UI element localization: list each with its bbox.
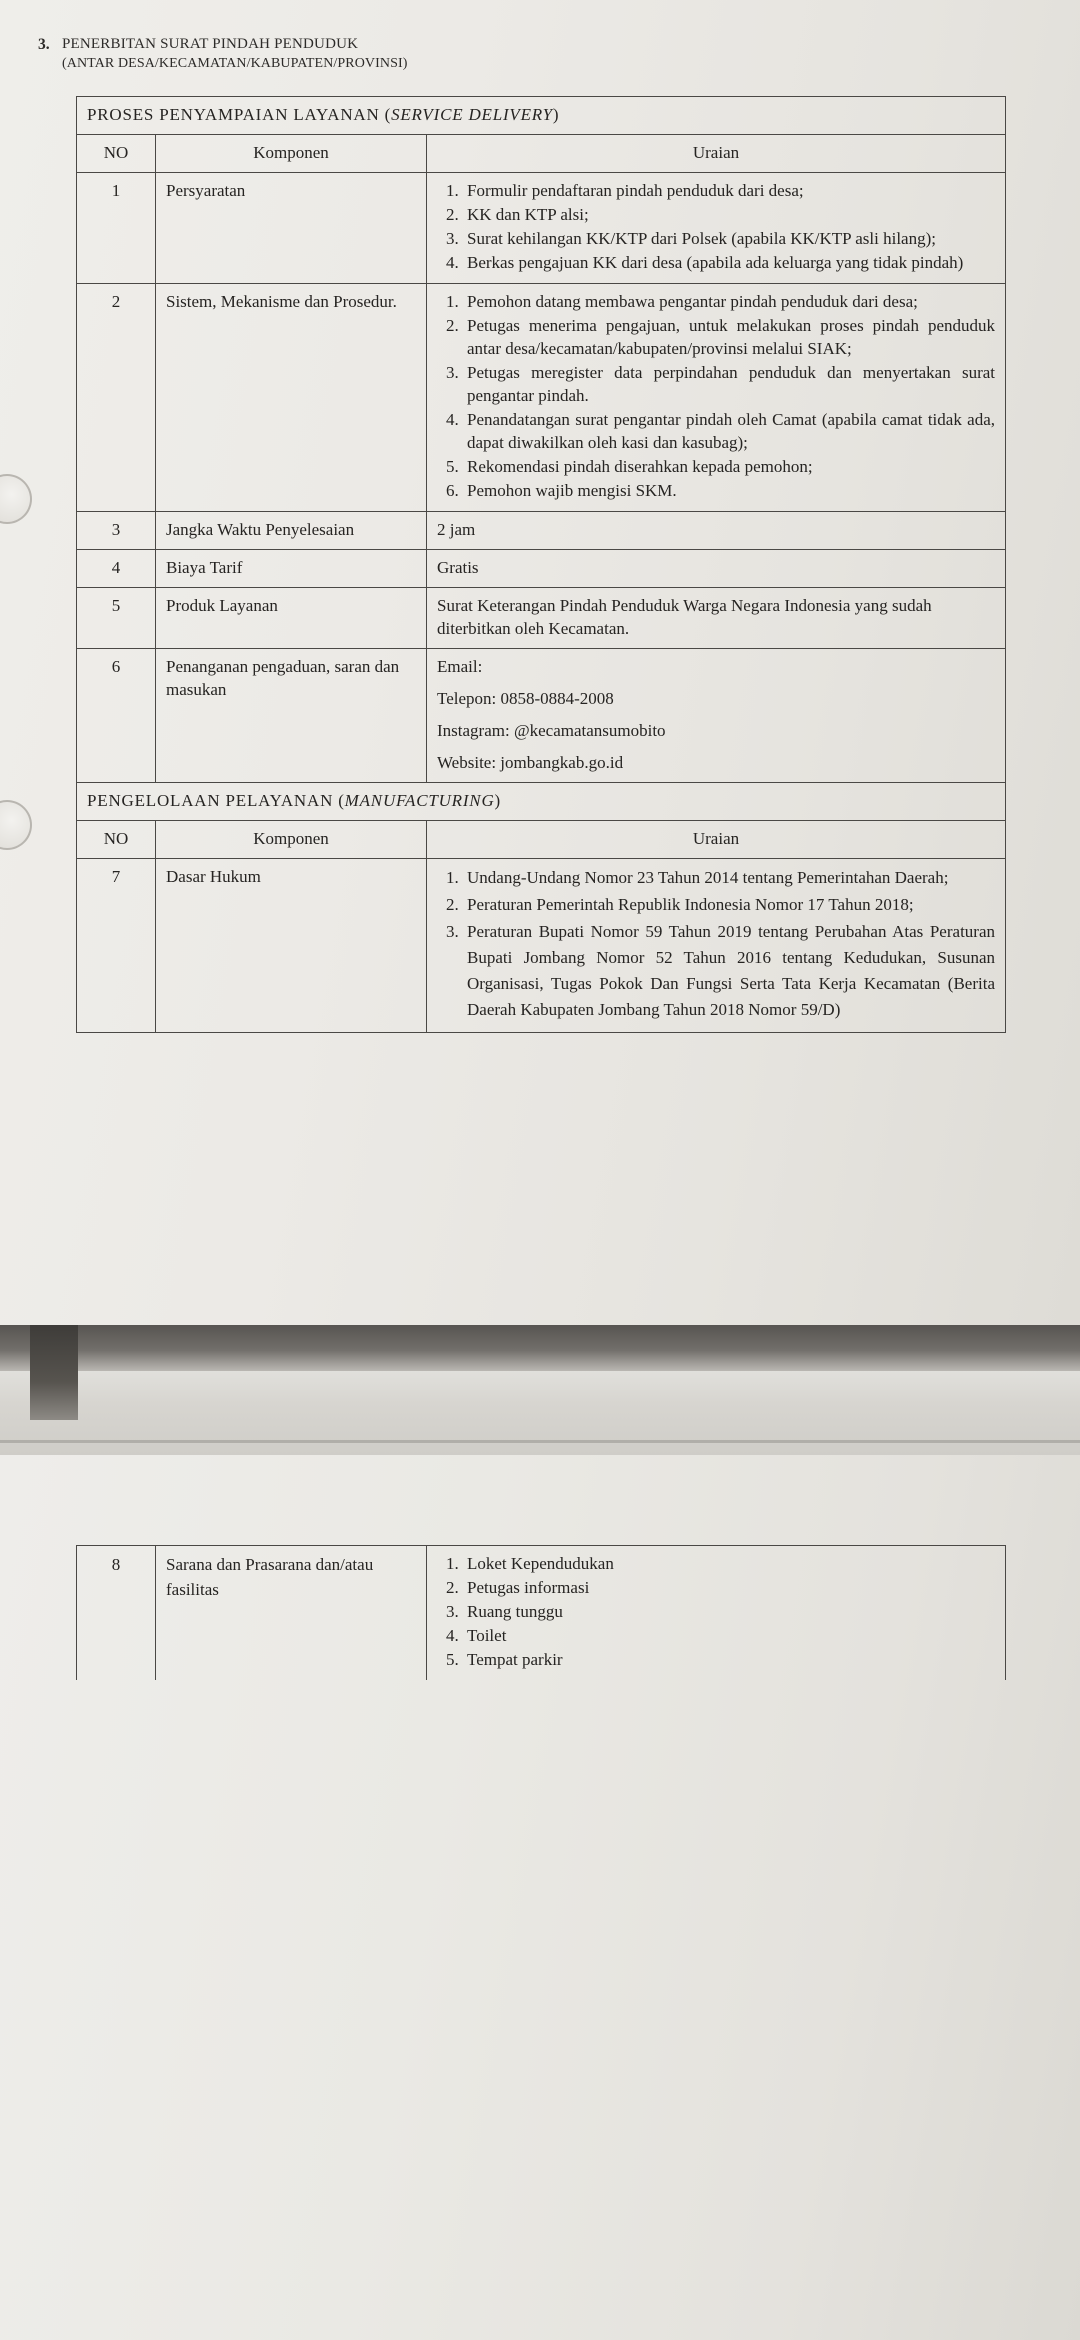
row-uraian <box>427 859 1006 1033</box>
table-row <box>77 173 1006 284</box>
row-uraian <box>427 649 1006 783</box>
band-italic: MANUFACTURING <box>344 791 495 810</box>
list-item: 4. Berkas pengajuan KK dari desa (apabila ada keluarga yang tidak pindah) <box>463 251 995 274</box>
list-item: 4. Penandatangan surat pengantar pindah oleh Camat (apabila camat tidak ada, dapat diwakilkan oleh kasi dan kasubag); <box>463 408 995 454</box>
list-item: 1. Undang-Undang Nomor 23 Tahun 2014 tentang Pemerintahan Daerah; <box>463 865 995 891</box>
row-komponen: Sistem, Mekanisme dan Prosedur. <box>156 284 427 512</box>
page-gap-divider <box>0 1440 1080 1443</box>
column-header-uraian: Uraian <box>427 135 1006 173</box>
row-uraian <box>427 284 1006 512</box>
row-komponen <box>156 1546 427 1681</box>
contact-instagram: Instagram: @kecamatansumobito <box>437 721 666 740</box>
band-text: PENGELOLAAN PELAYANAN ( <box>87 791 345 810</box>
contact-email: Email: <box>437 657 483 676</box>
list-item: 1. Formulir pendaftaran pindah penduduk dari desa; <box>463 179 995 202</box>
row-komponen: Jangka Waktu Penyelesaian <box>156 512 427 550</box>
page-title <box>38 34 738 74</box>
band-italic: SERVICE DELIVERY <box>391 105 553 124</box>
list-item: 6. Pemohon wajib mengisi SKM. <box>463 479 995 502</box>
column-header-uraian: Uraian <box>427 821 1006 859</box>
table-row <box>77 859 1006 1033</box>
row-uraian: 2 jam <box>427 512 1006 550</box>
table-row <box>77 1546 1006 1681</box>
column-header-komponen: Komponen <box>156 135 427 173</box>
list-item: 2. Peraturan Pemerintah Republik Indonesia Nomor 17 Tahun 2018; <box>463 892 995 918</box>
table-row <box>77 649 1006 783</box>
page-gap-strip <box>30 1325 78 1420</box>
row-no: 1 <box>77 173 156 284</box>
row-komponen: Persyaratan <box>156 173 427 284</box>
row-komponen: Penanganan pengaduan, saran dan masukan <box>156 649 427 783</box>
section-band-manufacturing <box>77 783 1006 821</box>
list-item: 2. KK dan KTP alsi; <box>463 203 995 226</box>
service-standard-table <box>76 96 1006 1033</box>
row-no: 2 <box>77 284 156 512</box>
list-item: 4. Toilet <box>463 1624 995 1647</box>
row-komponen: Produk Layanan <box>156 588 427 649</box>
contact-website: Website: jombangkab.go.id <box>437 753 624 772</box>
row-uraian: Gratis <box>427 550 1006 588</box>
contact-phone: Telepon: 0858-0884-2008 <box>437 689 614 708</box>
row-no: 4 <box>77 550 156 588</box>
row-uraian: Surat Keterangan Pindah Penduduk Warga Negara Indonesia yang sudah diterbitkan oleh Kecamatan. <box>427 588 1006 649</box>
table-row <box>77 588 1006 649</box>
section-title-line2: (ANTAR DESA/KECAMATAN/KABUPATEN/PROVINSI) <box>62 56 408 71</box>
page-gap-shadow <box>0 1325 1080 1371</box>
table-header-row <box>77 821 1006 859</box>
table-row <box>77 284 1006 512</box>
column-header-no: NO <box>77 135 156 173</box>
list-item: 3. Ruang tunggu <box>463 1600 995 1623</box>
list-item: 2. Petugas menerima pengajuan, untuk melakukan proses pindah penduduk antar desa/kecamatan/kabupaten/provinsi melalui SIAK; <box>463 314 995 360</box>
row-uraian <box>427 173 1006 284</box>
list-item: 1. Loket Kependudukan <box>463 1552 995 1575</box>
list-item: 3. Surat kehilangan KK/KTP dari Polsek (apabila KK/KTP asli hilang); <box>463 227 995 250</box>
list-item: 5. Rekomendasi pindah diserahkan kepada pemohon; <box>463 455 995 478</box>
row-komponen: Biaya Tarif <box>156 550 427 588</box>
list-item: 3. Peraturan Bupati Nomor 59 Tahun 2019 tentang Perubahan Atas Peraturan Bupati Jombang Nomor 52 Tahun 2016 tentang Kedudukan, Susunan Organisasi, Tugas Pokok Dan Fungsi Serta Tata Kerja Kecamatan (Berita Daerah Kabupaten Jombang Tahun 2018 Nomor 59/D) <box>463 919 995 1023</box>
band-text: PROSES PENYAMPAIAN LAYANAN ( <box>87 105 392 124</box>
band-close: ) <box>552 105 560 124</box>
section-band-service-delivery <box>77 97 1006 135</box>
row-komponen-text: Sarana dan Prasarana dan/atau fasilitas <box>166 1555 374 1599</box>
row-no: 8 <box>77 1546 156 1681</box>
list-item: 3. Petugas meregister data perpindahan penduduk dan menyertakan surat pengantar pindah. <box>463 361 995 407</box>
list-item: 5. Tempat parkir <box>463 1648 995 1671</box>
table-row <box>77 512 1006 550</box>
table-row <box>77 550 1006 588</box>
list-item: 1. Pemohon datang membawa pengantar pindah penduduk dari desa; <box>463 290 995 313</box>
service-standard-table-continued <box>76 1545 1006 1680</box>
row-no: 6 <box>77 649 156 783</box>
list-item: 2. Petugas informasi <box>463 1576 995 1599</box>
row-komponen: Dasar Hukum <box>156 859 427 1033</box>
row-uraian <box>427 1546 1006 1681</box>
row-no: 3 <box>77 512 156 550</box>
column-header-no: NO <box>77 821 156 859</box>
column-header-komponen: Komponen <box>156 821 427 859</box>
row-no: 5 <box>77 588 156 649</box>
row-no: 7 <box>77 859 156 1033</box>
table-header-row <box>77 135 1006 173</box>
band-close: ) <box>494 791 501 810</box>
section-title-line1: PENERBITAN SURAT PINDAH PENDUDUK <box>62 36 359 52</box>
section-number: 3. <box>38 36 50 53</box>
